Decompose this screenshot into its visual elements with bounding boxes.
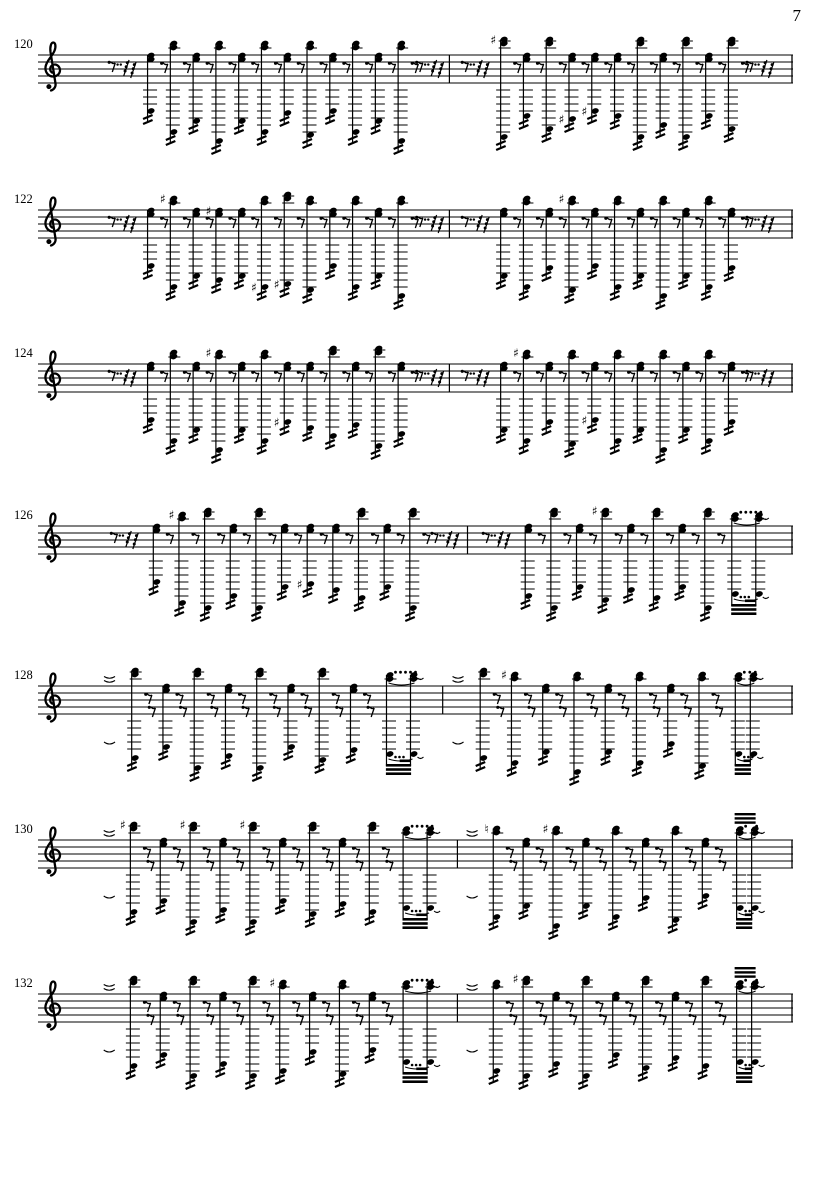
- music-notation-svg: [38, 974, 795, 1119]
- svg-text:♯: ♯: [239, 818, 246, 832]
- svg-text:♯: ♯: [273, 415, 280, 430]
- svg-text:♯: ♯: [273, 277, 280, 292]
- measure-number: 124: [14, 346, 33, 360]
- svg-text:♯: ♯: [512, 972, 519, 986]
- svg-text:♯: ♯: [490, 33, 497, 47]
- svg-text:♯: ♯: [205, 346, 212, 360]
- staff-system: [14, 504, 795, 656]
- staff-system: [14, 344, 795, 494]
- staff-system: [14, 818, 795, 970]
- staff-system: [14, 972, 795, 1124]
- svg-text:♯: ♯: [581, 104, 588, 119]
- svg-text:♮: ♮: [484, 822, 489, 836]
- page-number: 7: [792, 6, 801, 25]
- measure-number: 120: [14, 37, 33, 51]
- svg-text:♯: ♯: [513, 346, 519, 360]
- svg-text:♯: ♯: [501, 668, 507, 682]
- music-notation-svg: [38, 666, 795, 811]
- svg-text:♯: ♯: [179, 818, 186, 832]
- svg-text:♯: ♯: [120, 818, 126, 832]
- svg-text:♯: ♯: [168, 508, 175, 522]
- svg-text:♯: ♯: [542, 822, 549, 836]
- staff-system: [14, 190, 795, 340]
- measure-number: 128: [14, 668, 33, 682]
- svg-text:♯: ♯: [296, 577, 303, 592]
- music-notation-svg: [38, 35, 795, 180]
- music-notation-svg: [38, 506, 795, 651]
- music-notation-svg: [38, 820, 795, 965]
- measure-number: 122: [14, 192, 33, 206]
- music-notation-svg: [38, 190, 795, 335]
- svg-text:♯: ♯: [558, 112, 565, 127]
- measure-number: 126: [14, 508, 33, 522]
- measure-number: 132: [14, 976, 33, 990]
- svg-text:♯: ♯: [251, 280, 257, 295]
- staff-system: [14, 666, 795, 816]
- music-notation-svg: [38, 344, 795, 489]
- svg-text:♯: ♯: [591, 504, 598, 518]
- svg-text:♯: ♯: [205, 204, 212, 218]
- svg-text:♯: ♯: [269, 976, 276, 990]
- svg-text:♯: ♯: [558, 192, 565, 206]
- measure-number: 130: [14, 822, 33, 836]
- svg-text:♯: ♯: [160, 192, 166, 206]
- svg-text:♯: ♯: [581, 413, 588, 428]
- staff-system: [14, 33, 795, 185]
